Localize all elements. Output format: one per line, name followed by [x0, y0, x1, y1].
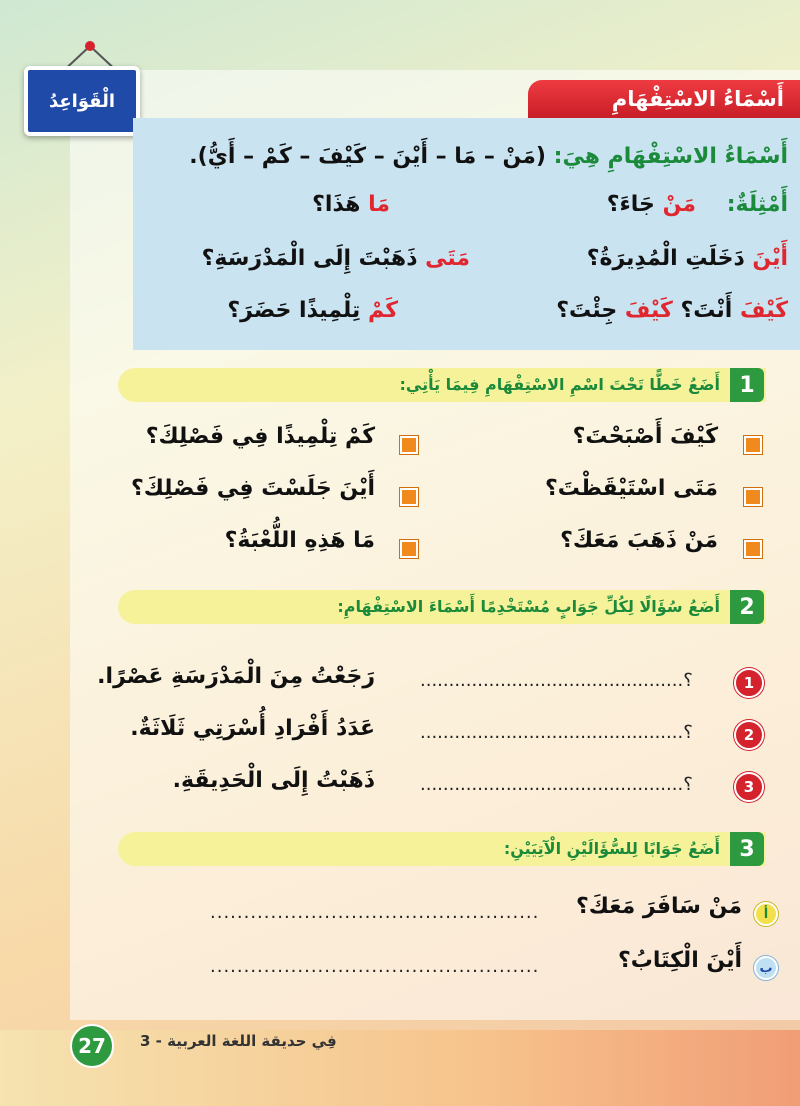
example-4	[202, 246, 470, 271]
exercise-1-item-5: مَنْ ذَهَبَ مَعَكَ؟	[560, 528, 718, 553]
bullet-icon	[744, 488, 762, 506]
exercise-1-number: 1	[730, 368, 764, 402]
answer-blank-3[interactable]: ..............................................؟	[420, 774, 693, 795]
exercise-2-number: 2	[730, 590, 764, 624]
exercise-3-question-b: أَيْنَ الْكِتَابُ؟	[618, 948, 742, 973]
bottom-band	[0, 1030, 800, 1106]
book-title: فِي حديقة اللغة العربية - 3	[140, 1032, 337, 1050]
definition-label: أَسْمَاءُ الاسْتِفْهَامِ هِيَ:	[553, 144, 788, 169]
example-6-word: كَيْفَ	[624, 298, 673, 323]
example-3	[587, 246, 788, 271]
exercise-2-instruction: أَضَعُ سُؤَالًا لِكُلِّ جَوَابٍ مُسْتَخْدِمًا أَسْمَاءَ الاسْتِفْهَامِ:	[337, 597, 720, 616]
bullet-icon	[400, 540, 418, 558]
example-1-word: مَنْ	[662, 192, 696, 217]
bullet-icon	[400, 488, 418, 506]
bullet-icon	[744, 436, 762, 454]
exercise-1-item-2: كَمْ تِلْمِيذًا فِي فَصْلِكَ؟	[145, 424, 375, 449]
exercise-1-item-4: أَيْنَ جَلَسْتَ فِي فَصْلِكَ؟	[130, 476, 375, 501]
example-5	[556, 298, 788, 323]
answer-blank-a[interactable]: .................................................	[210, 902, 540, 923]
example-6-text: جِئْتَ؟	[556, 298, 625, 323]
exercise-3-instruction: أَضَعُ جَوَابًا لِلسُّؤَالَيْنِ الْآتِيَيْنِ:	[503, 839, 720, 858]
rules-box	[133, 118, 800, 350]
example-4-word: مَتَى	[425, 246, 470, 271]
example-2-word: مَا	[368, 192, 390, 217]
item-1-number-badge: 1	[734, 668, 764, 698]
section-tag-label: الْقَوَاعِدُ	[48, 90, 116, 112]
answer-blank-b[interactable]: .................................................	[210, 956, 540, 977]
bullet-icon	[400, 436, 418, 454]
page-number: 27	[70, 1024, 114, 1068]
exercise-2-answer-2: عَدَدُ أَفْرَادِ أُسْرَتِي ثَلَاثَةٌ.	[130, 716, 375, 741]
example-5-word: كَيْفَ	[740, 298, 788, 323]
item-2-number-badge: 2	[734, 720, 764, 750]
lesson-title: أَسْمَاءُ الاسْتِفْهَامِ	[611, 87, 784, 111]
exercise-1-instruction: أَضَعُ خَطًّا تَحْتَ اسْمِ الاسْتِفْهَامِ فِيمَا يَأْتِي:	[399, 375, 720, 394]
rules-definition	[189, 144, 788, 169]
item-b-letter-badge: ب	[754, 956, 778, 980]
exercise-2-answer-3: ذَهَبْتُ إِلَى الْحَدِيقَةِ.	[172, 768, 375, 793]
exercise-1-item-1: كَيْفَ أَصْبَحْتَ؟	[572, 424, 718, 449]
definition-list: (مَنْ – مَا – أَيْنَ – كَيْفَ – كَمْ – أَيُّ).	[189, 144, 546, 169]
exercise-1-item-6: مَا هَذِهِ اللُّعْبَةُ؟	[224, 528, 375, 553]
example-2	[312, 192, 390, 217]
example-7	[227, 298, 398, 323]
lesson-title-bar	[528, 80, 800, 118]
example-1-text: جَاءَ؟	[606, 192, 663, 217]
exercise-1-item-3: مَتَى اسْتَيْقَظْتَ؟	[545, 476, 718, 501]
example-3-word: أَيْنَ	[752, 246, 788, 271]
item-a-letter-badge: أ	[754, 902, 778, 926]
exercise-3-number: 3	[730, 832, 764, 866]
example-7-word: كَمْ	[367, 298, 398, 323]
example-1	[607, 192, 696, 217]
item-3-number-badge: 3	[734, 772, 764, 802]
example-2-text: هَذَا؟	[312, 192, 369, 217]
example-3-text: دَخَلَتِ الْمُدِيرَةُ؟	[586, 246, 753, 271]
answer-blank-2[interactable]: ..............................................؟	[420, 722, 693, 743]
exercise-3-question-a: مَنْ سَافَرَ مَعَكَ؟	[575, 894, 742, 919]
example-5-text: أَنْتَ؟	[680, 298, 741, 323]
examples-label: أَمْثِلَةٌ:	[726, 192, 788, 217]
exercise-2-answer-1: رَجَعْتُ مِنَ الْمَدْرَسَةِ عَصْرًا.	[97, 664, 375, 689]
bullet-icon	[744, 540, 762, 558]
answer-blank-1[interactable]: ..............................................؟	[420, 670, 693, 691]
example-7-text: تِلْمِيذًا حَضَرَ؟	[227, 298, 368, 323]
section-tag	[24, 66, 140, 136]
example-4-text: ذَهَبْتَ إِلَى الْمَدْرَسَةِ؟	[201, 246, 426, 271]
